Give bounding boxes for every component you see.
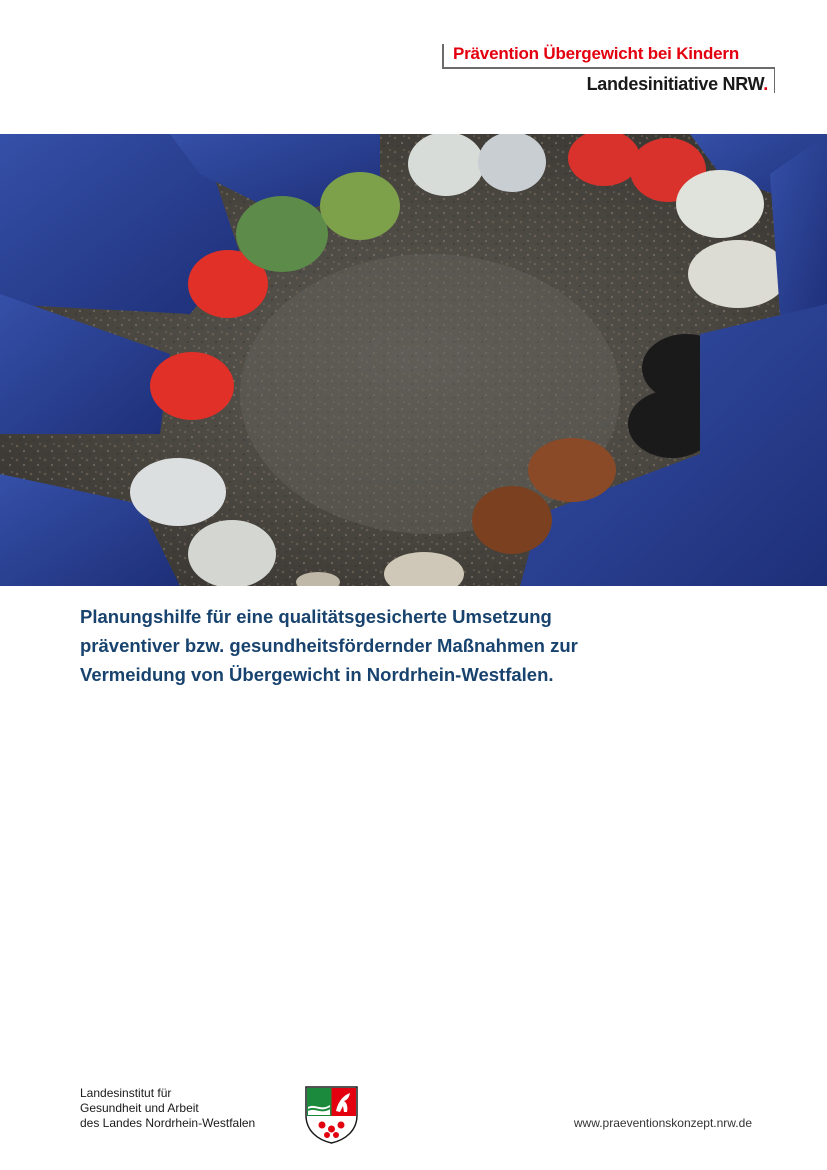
header-subtitle-text: Landesinitiative NRW xyxy=(586,74,764,94)
institute-line: des Landes Nordrhein-Westfalen xyxy=(80,1116,256,1130)
institute-line: Gesundheit und Arbeit xyxy=(80,1101,199,1115)
intro-line: präventiver bzw. gesundheitsfördernder Maßnahmen zur xyxy=(80,635,578,656)
header-divider-left xyxy=(442,44,444,68)
header-block xyxy=(442,44,775,94)
institute-line: Landesinstitut für xyxy=(80,1086,172,1100)
nrw-coat-of-arms-icon xyxy=(303,1085,360,1145)
header-subtitle xyxy=(587,74,768,95)
website-url[interactable]: www.praeventionskonzept.nrw.de xyxy=(573,1116,752,1130)
intro-line: Planungshilfe für eine qualitätsgesicherte Umsetzung xyxy=(80,606,552,627)
header-subtitle-dot: . xyxy=(763,74,768,94)
institute-name xyxy=(80,1086,255,1131)
header-title: Prävention Übergewicht bei Kindern xyxy=(453,44,740,63)
intro-text xyxy=(80,602,700,689)
header-divider-right xyxy=(774,67,776,93)
header-divider-middle xyxy=(442,67,775,69)
intro-line: Vermeidung von Übergewicht in Nordrhein-Westfalen. xyxy=(80,664,554,685)
cover-photo xyxy=(0,134,827,586)
